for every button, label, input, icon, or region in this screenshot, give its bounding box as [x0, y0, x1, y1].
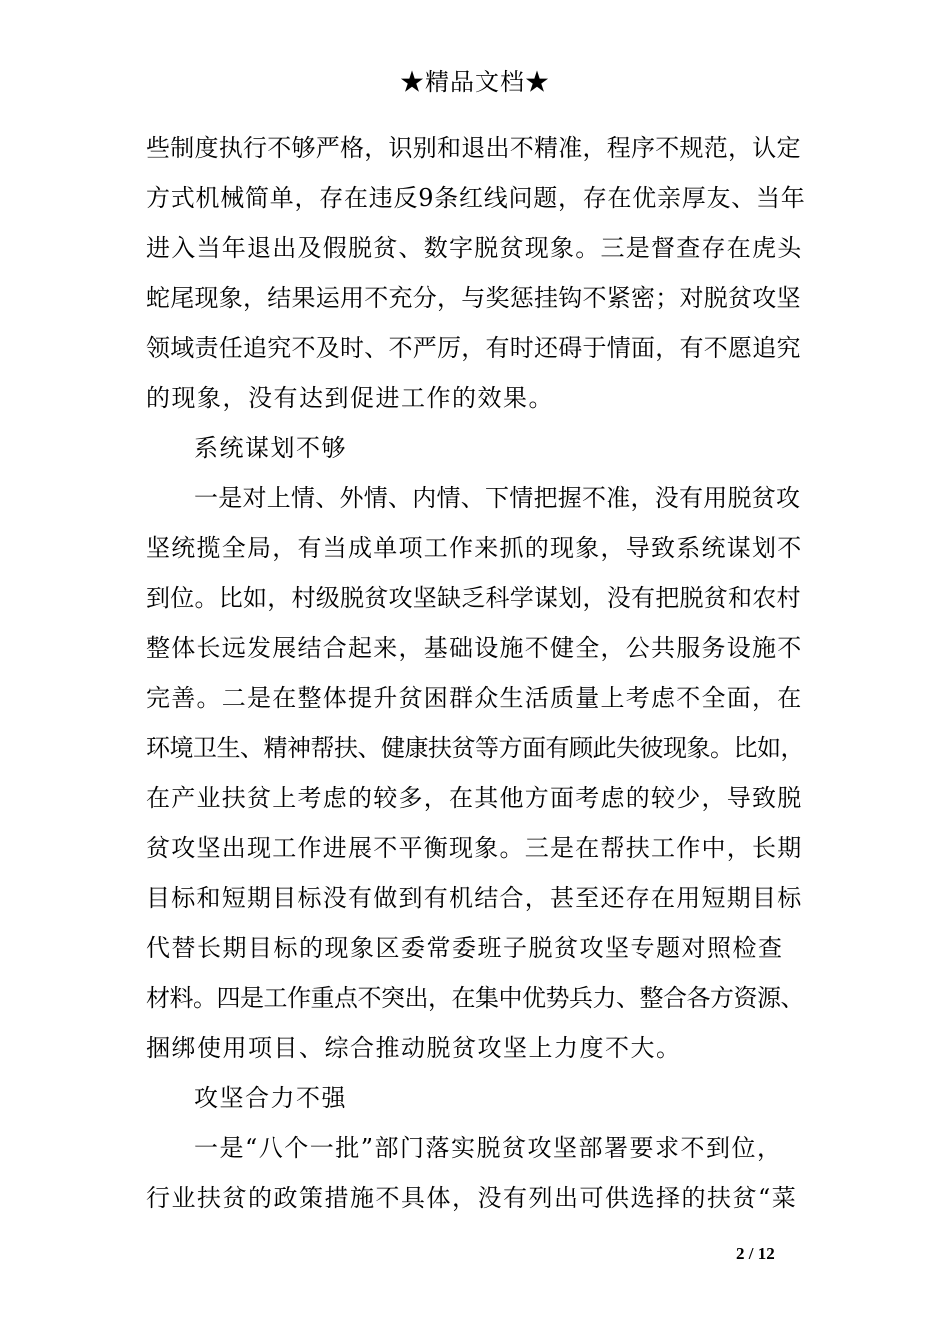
text-line: 行业扶贫的政策措施不具体，没有列出可供选择的扶贫“菜 — [146, 1184, 798, 1212]
text-line: 贫攻坚出现工作进展不平衡现象。三是在帮扶工作中，长期 — [146, 834, 803, 862]
text-line: 在产业扶贫上考虑的较多，在其他方面考虑的较少，导致脱 — [146, 784, 803, 812]
document-header-title: ★精品文档★ — [400, 68, 550, 96]
text-line: 材料。四是工作重点不突出，在集中优势兵力、整合各方资源、 — [146, 984, 804, 1012]
text-line: 领域责任追究不及时、不严厉，有时还碍于情面，有不愿追究 — [146, 334, 801, 362]
page-number: 2 / 12 — [736, 1244, 775, 1263]
text-line: 一是对上情、外情、内情、下情把握不准，没有用脱贫攻 — [194, 484, 801, 512]
section-heading: 系统谋划不够 — [194, 434, 347, 462]
text-line: 蛇尾现象，结果运用不充分，与奖惩挂钩不紧密；对脱贫攻坚 — [146, 284, 801, 312]
text-line: 一是“八个一批”部门落实脱贫攻坚部署要求不到位， — [194, 1134, 783, 1162]
text-line: 的现象，没有达到促进工作的效果。 — [146, 384, 554, 412]
text-line: 进入当年退出及假脱贫、数字脱贫现象。三是督查存在虎头 — [146, 234, 803, 262]
section-heading: 攻坚合力不强 — [194, 1084, 347, 1112]
text-line: 坚统揽全局，有当成单项工作来抓的现象，导致系统谋划不 — [146, 534, 803, 562]
text-line: 完善。二是在整体提升贫困群众生活质量上考虑不全面，在 — [146, 684, 803, 712]
text-line: 捆绑使用项目、综合推动脱贫攻坚上力度不大。 — [146, 1034, 682, 1062]
text-line: 到位。比如，村级脱贫攻坚缺乏科学谋划，没有把脱贫和农村 — [146, 584, 801, 612]
text-line: 方式机械简单，存在违反9条红线问题，存在优亲厚友、当年 — [146, 184, 806, 212]
text-line: 代替长期目标的现象区委常委班子脱贫攻坚专题对照检查 — [146, 934, 784, 962]
text-line: 些制度执行不够严格，识别和退出不精准，程序不规范，认定 — [146, 134, 801, 162]
text-line: 环境卫生、精神帮扶、健康扶贫等方面有顾此失彼现象。比如， — [146, 734, 804, 762]
text-line: 目标和短期目标没有做到有机结合，甚至还存在用短期目标 — [146, 884, 803, 912]
text-line: 整体长远发展结合起来，基础设施不健全，公共服务设施不 — [146, 634, 803, 662]
